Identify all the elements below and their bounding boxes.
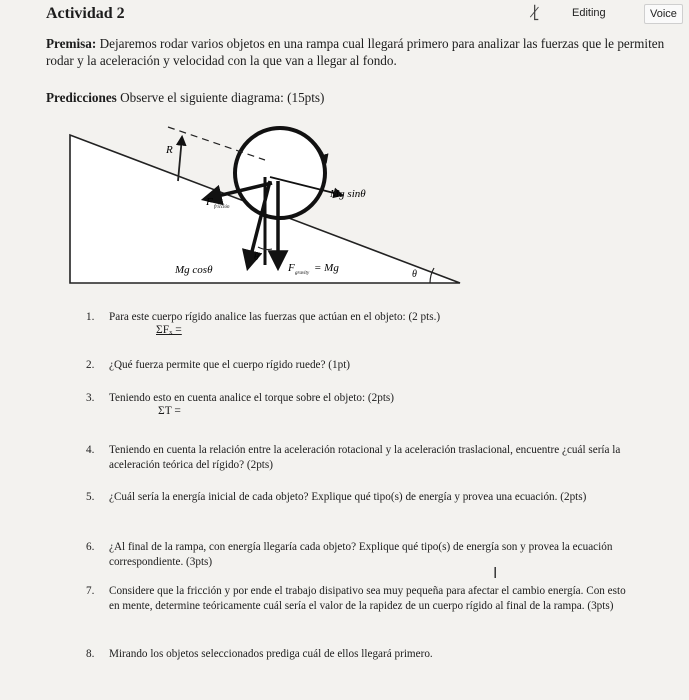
label-theta-inner: θ (254, 252, 259, 263)
normal-force-arrow (178, 137, 182, 181)
label-mg-cos: Mg cosθ (175, 264, 213, 276)
question-text: Para este cuerpo rígido analice las fuerzas que actúan en el objeto: (2 pts.) (109, 311, 441, 323)
label-R: R (166, 144, 173, 156)
question-number: 8. (86, 648, 95, 660)
equation-sum-forces: ΣFₓ = (156, 324, 182, 336)
text-cursor-icon: I (493, 564, 498, 582)
premise-paragraph (46, 35, 678, 69)
question-number: 7. (86, 585, 95, 597)
editing-button[interactable]: Editing (572, 7, 606, 19)
question-text: Teniendo en cuenta la relación entre la aceleración rotacional y la aceleración traslacional, encuentre ¿cuál sería la aceleración teórica del rígido? (2pts) (109, 444, 621, 471)
premise-text: Dejaremos rodar varios objetos en una rampa cual llegará primero para analizar las fuerzas que le permiten rodar y la aceleración y velocidad con la que van a llegar al fondo. (46, 36, 665, 68)
predictions-heading (46, 90, 324, 106)
label-friction-sub: fricción (214, 205, 230, 210)
question-text: ¿Cuál sería la energía inicial de cada objeto? Explique qué tipo(s) de energía y provea una ecuación. (2pts) (109, 491, 587, 503)
rolling-wheel (235, 128, 325, 218)
label-fgravity-sub: gravity (295, 271, 310, 276)
voice-button[interactable]: Voice (644, 4, 683, 24)
question-text: ¿Al final de la rampa, con energía llegaría cada objeto? Explique qué tipo(s) de energía son y provea la ecuación correspondiente. (3pts) (109, 541, 613, 568)
label-fgravity-eq: = Mg (314, 262, 339, 274)
question-number: 6. (86, 541, 95, 553)
question-number: 2. (86, 359, 95, 371)
question-text: Considere que la fricción y por ende el trabajo disipativo sea muy pequeña para afectar el cambio energía. Con esto en mente, determine teóricamente cuál sería el valor de la rapidez de un cuerpo rígido al final de la rampa. (3pts) (109, 585, 626, 612)
label-mg-sin: Mg sinθ (330, 188, 366, 200)
question-number: 4. (86, 444, 95, 456)
question-number: 3. (86, 392, 95, 404)
ramp-diagram (60, 115, 480, 295)
question-text: ¿Qué fuerza permite que el cuerpo rígido ruede? (1pt) (109, 359, 351, 371)
predictions-text: Observe el siguiente diagrama: (15pts) (120, 90, 325, 105)
equation-sum-torque: ΣT = (158, 405, 181, 417)
document-title: Actividad 2 (46, 5, 125, 22)
toolbar (0, 0, 689, 30)
label-theta-angle: θ (412, 269, 417, 280)
label-fgravity: F (288, 262, 295, 274)
premise-label: Premisa: (46, 36, 97, 51)
question-text: Mirando los objetos seleccionados prediga cuál de ellos llegará primero. (109, 648, 433, 660)
question-number: 5. (86, 491, 95, 503)
question-text: Teniendo esto en cuenta analice el torque sobre el objeto: (2pts) (109, 392, 395, 404)
bracket-icon[interactable]: ⎣̸ (533, 6, 540, 21)
question-number: 1. (86, 311, 95, 323)
predictions-label: Predicciones (46, 90, 117, 105)
label-friction: F (206, 196, 213, 208)
